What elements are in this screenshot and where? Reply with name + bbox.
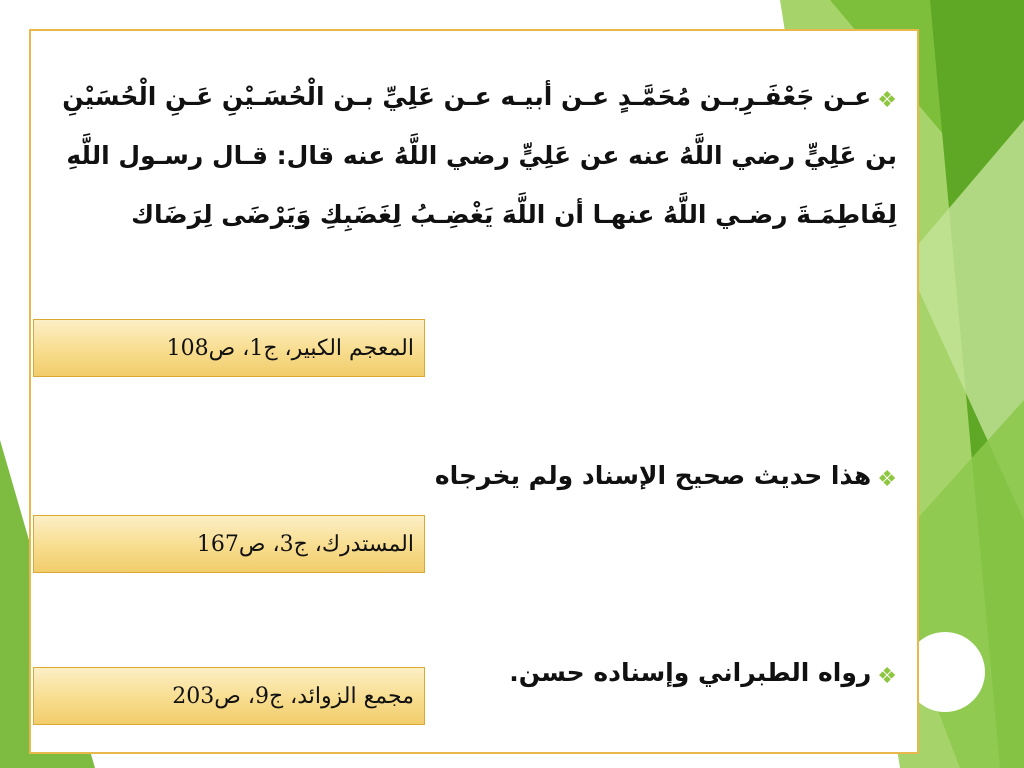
source-citation-text: المستدرك، ج3، ص167 — [196, 532, 414, 557]
source-citation-2 — [33, 515, 425, 573]
diamond-bullet-icon: ❖ — [877, 88, 897, 113]
hadith-paragraph — [47, 67, 897, 244]
source-citation-text: المعجم الكبير، ج1، ص108 — [166, 336, 414, 361]
source-citation-1 — [33, 319, 425, 377]
source-citation-text: مجمع الزوائد، ج9، ص203 — [172, 684, 414, 709]
hadith-text: عـن جَعْفَـرِبـن مُحَمَّـدٍ عـن أبيـه عـن عَلِيِّ بـن الْحُسَـيْنِ عَـنِ الْحُسَيْنِ بن عَلِيٍّ رضي اللَّهُ عنه عن عَلِيٍّ رضي اللَّهُ عنه قال: قـال رسـول اللَّهِ لِفَاطِمَـةَ رضـي اللَّهُ عنهـا أن اللَّهَ يَغْضِـبُ لِغَضَبِكِ وَيَرْضَى لِرَضَاك — [62, 82, 897, 229]
source-citation-3 — [33, 667, 425, 725]
diamond-bullet-icon: ❖ — [877, 664, 897, 689]
narration-text: رواه الطبراني وإسناده حسن. — [509, 658, 872, 687]
authenticity-paragraph — [47, 456, 897, 496]
authenticity-text: هذا حديث صحيح الإسناد ولم يخرجاه — [434, 461, 872, 490]
diamond-bullet-icon: ❖ — [877, 467, 897, 492]
content-frame — [29, 29, 919, 754]
